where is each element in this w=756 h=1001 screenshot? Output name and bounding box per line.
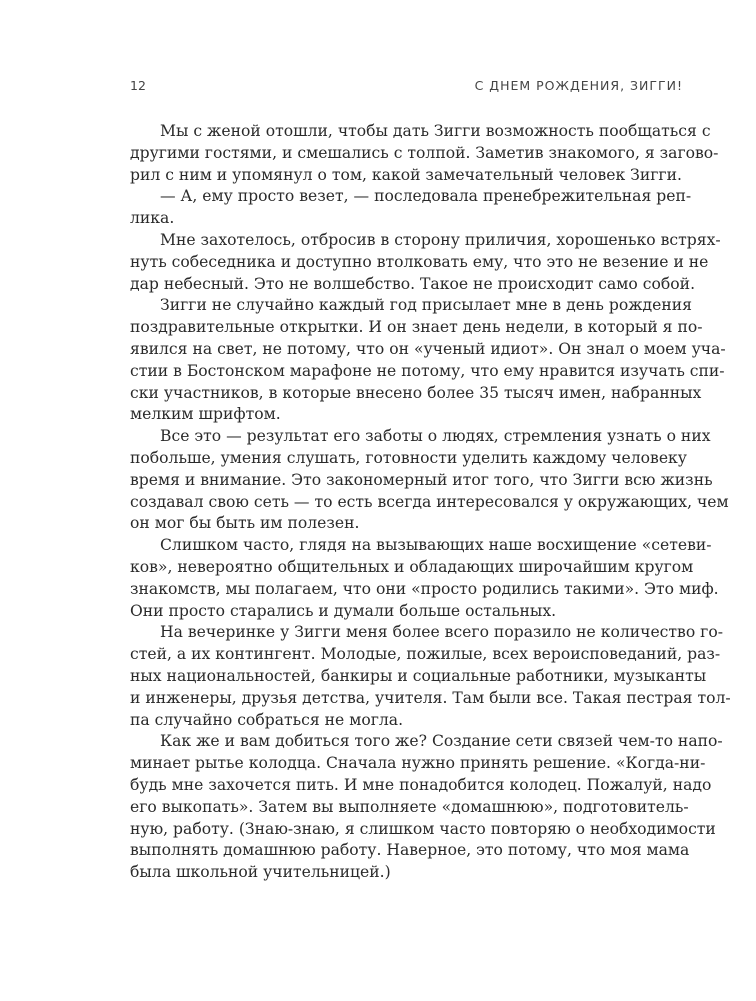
text-line: стии в Бостонском марафоне не потому, что ему нравится изучать спи- xyxy=(130,361,725,380)
text-line: Все это — результат его заботы о людях, стремления узнать о них xyxy=(160,427,711,446)
paragraph xyxy=(130,230,721,295)
running-title: С ДНЕМ РОЖДЕНИЯ, ЗИГГИ! xyxy=(474,78,683,93)
page-number: 12 xyxy=(130,78,146,93)
text-line: поздравительные открытки. И он знает день недели, в который я по- xyxy=(130,318,703,337)
page-body-text xyxy=(130,121,731,884)
text-line: Зигги не случайно каждый год присылает мне в день рождения xyxy=(160,296,693,315)
paragraph xyxy=(130,186,692,230)
text-line: нуть собеседника и доступно втолковать ему, что это не везение и не xyxy=(130,252,709,271)
text-line: его выкопать». Затем вы выполняете «домашнюю», подготовитель- xyxy=(130,797,689,816)
text-line: ных национальностей, банкиры и социальные работники, музыканты xyxy=(130,666,707,685)
text-line: — А, ему просто везет, — последовала пренебрежительная реп- xyxy=(160,187,692,206)
text-line: была школьной учительницей.) xyxy=(130,863,391,882)
text-line: стей, а их контингент. Молодые, пожилые, всех вероисповеданий, раз- xyxy=(130,645,721,664)
paragraph xyxy=(130,622,731,731)
text-line: знакомств, мы полагаем, что они «просто родились такими». Это миф. xyxy=(130,579,719,598)
text-line: Как же и вам добиться того же? Создание сети связей чем-то напо- xyxy=(160,732,723,751)
text-line: рил с ним и упомянул о том, какой замечательный человек Зигги. xyxy=(130,165,682,184)
text-line: явился на свет, не потому, что он «ученый идиот». Он знал о моем уча- xyxy=(130,339,726,358)
text-line: мелким шрифтом. xyxy=(130,405,281,424)
text-line: он мог бы быть им полезен. xyxy=(130,514,360,533)
text-line: дар небесный. Это не волшебство. Такое не происходит само собой. xyxy=(130,274,696,293)
text-line: На вечеринке у Зигги меня более всего поразило не количество го- xyxy=(160,623,723,642)
paragraph xyxy=(130,731,723,884)
paragraph xyxy=(130,295,726,426)
text-line: лика. xyxy=(130,209,175,228)
paragraph xyxy=(130,535,719,622)
running-header xyxy=(130,78,683,98)
text-line: время и внимание. Это закономерный итог того, что Зигги всю жизнь xyxy=(130,470,713,489)
text-line: ков», невероятно общительных и обладающих широчайшим кругом xyxy=(130,557,694,576)
text-line: другими гостями, и смешались с толпой. Заметив знакомого, я загово- xyxy=(130,143,719,162)
text-line: ски участников, в которые внесено более 35 тысяч имен, набранных xyxy=(130,383,702,402)
text-line: Они просто старались и думали больше остальных. xyxy=(130,601,557,620)
paragraph xyxy=(130,121,719,186)
paragraph xyxy=(130,426,729,535)
text-line: выполнять домашнюю работу. Наверное, это потому, что моя мама xyxy=(130,841,690,860)
text-line: ную, работу. (Знаю-знаю, я слишком часто повторяю о необходимости xyxy=(130,819,716,838)
text-line: па случайно собраться не могла. xyxy=(130,710,404,729)
text-line: создавал свою сеть — то есть всегда интересовался у окружающих, чем xyxy=(130,492,729,511)
text-line: и инженеры, друзья детства, учителя. Там были все. Такая пестрая тол- xyxy=(130,688,731,707)
text-line: побольше, умения слушать, готовности уделить каждому человеку xyxy=(130,448,687,467)
text-line: будь мне захочется пить. И мне понадобится колодец. Пожалуй, надо xyxy=(130,775,712,794)
text-line: Мы с женой отошли, чтобы дать Зигги возможность пообщаться с xyxy=(160,122,711,140)
text-line: минает рытье колодца. Сначала нужно принять решение. «Когда-ни- xyxy=(130,754,706,773)
text-line: Слишком часто, глядя на вызывающих наше восхищение «сетеви- xyxy=(160,536,712,555)
text-line: Мне захотелось, отбросив в сторону приличия, хорошенько встрях- xyxy=(160,230,721,249)
